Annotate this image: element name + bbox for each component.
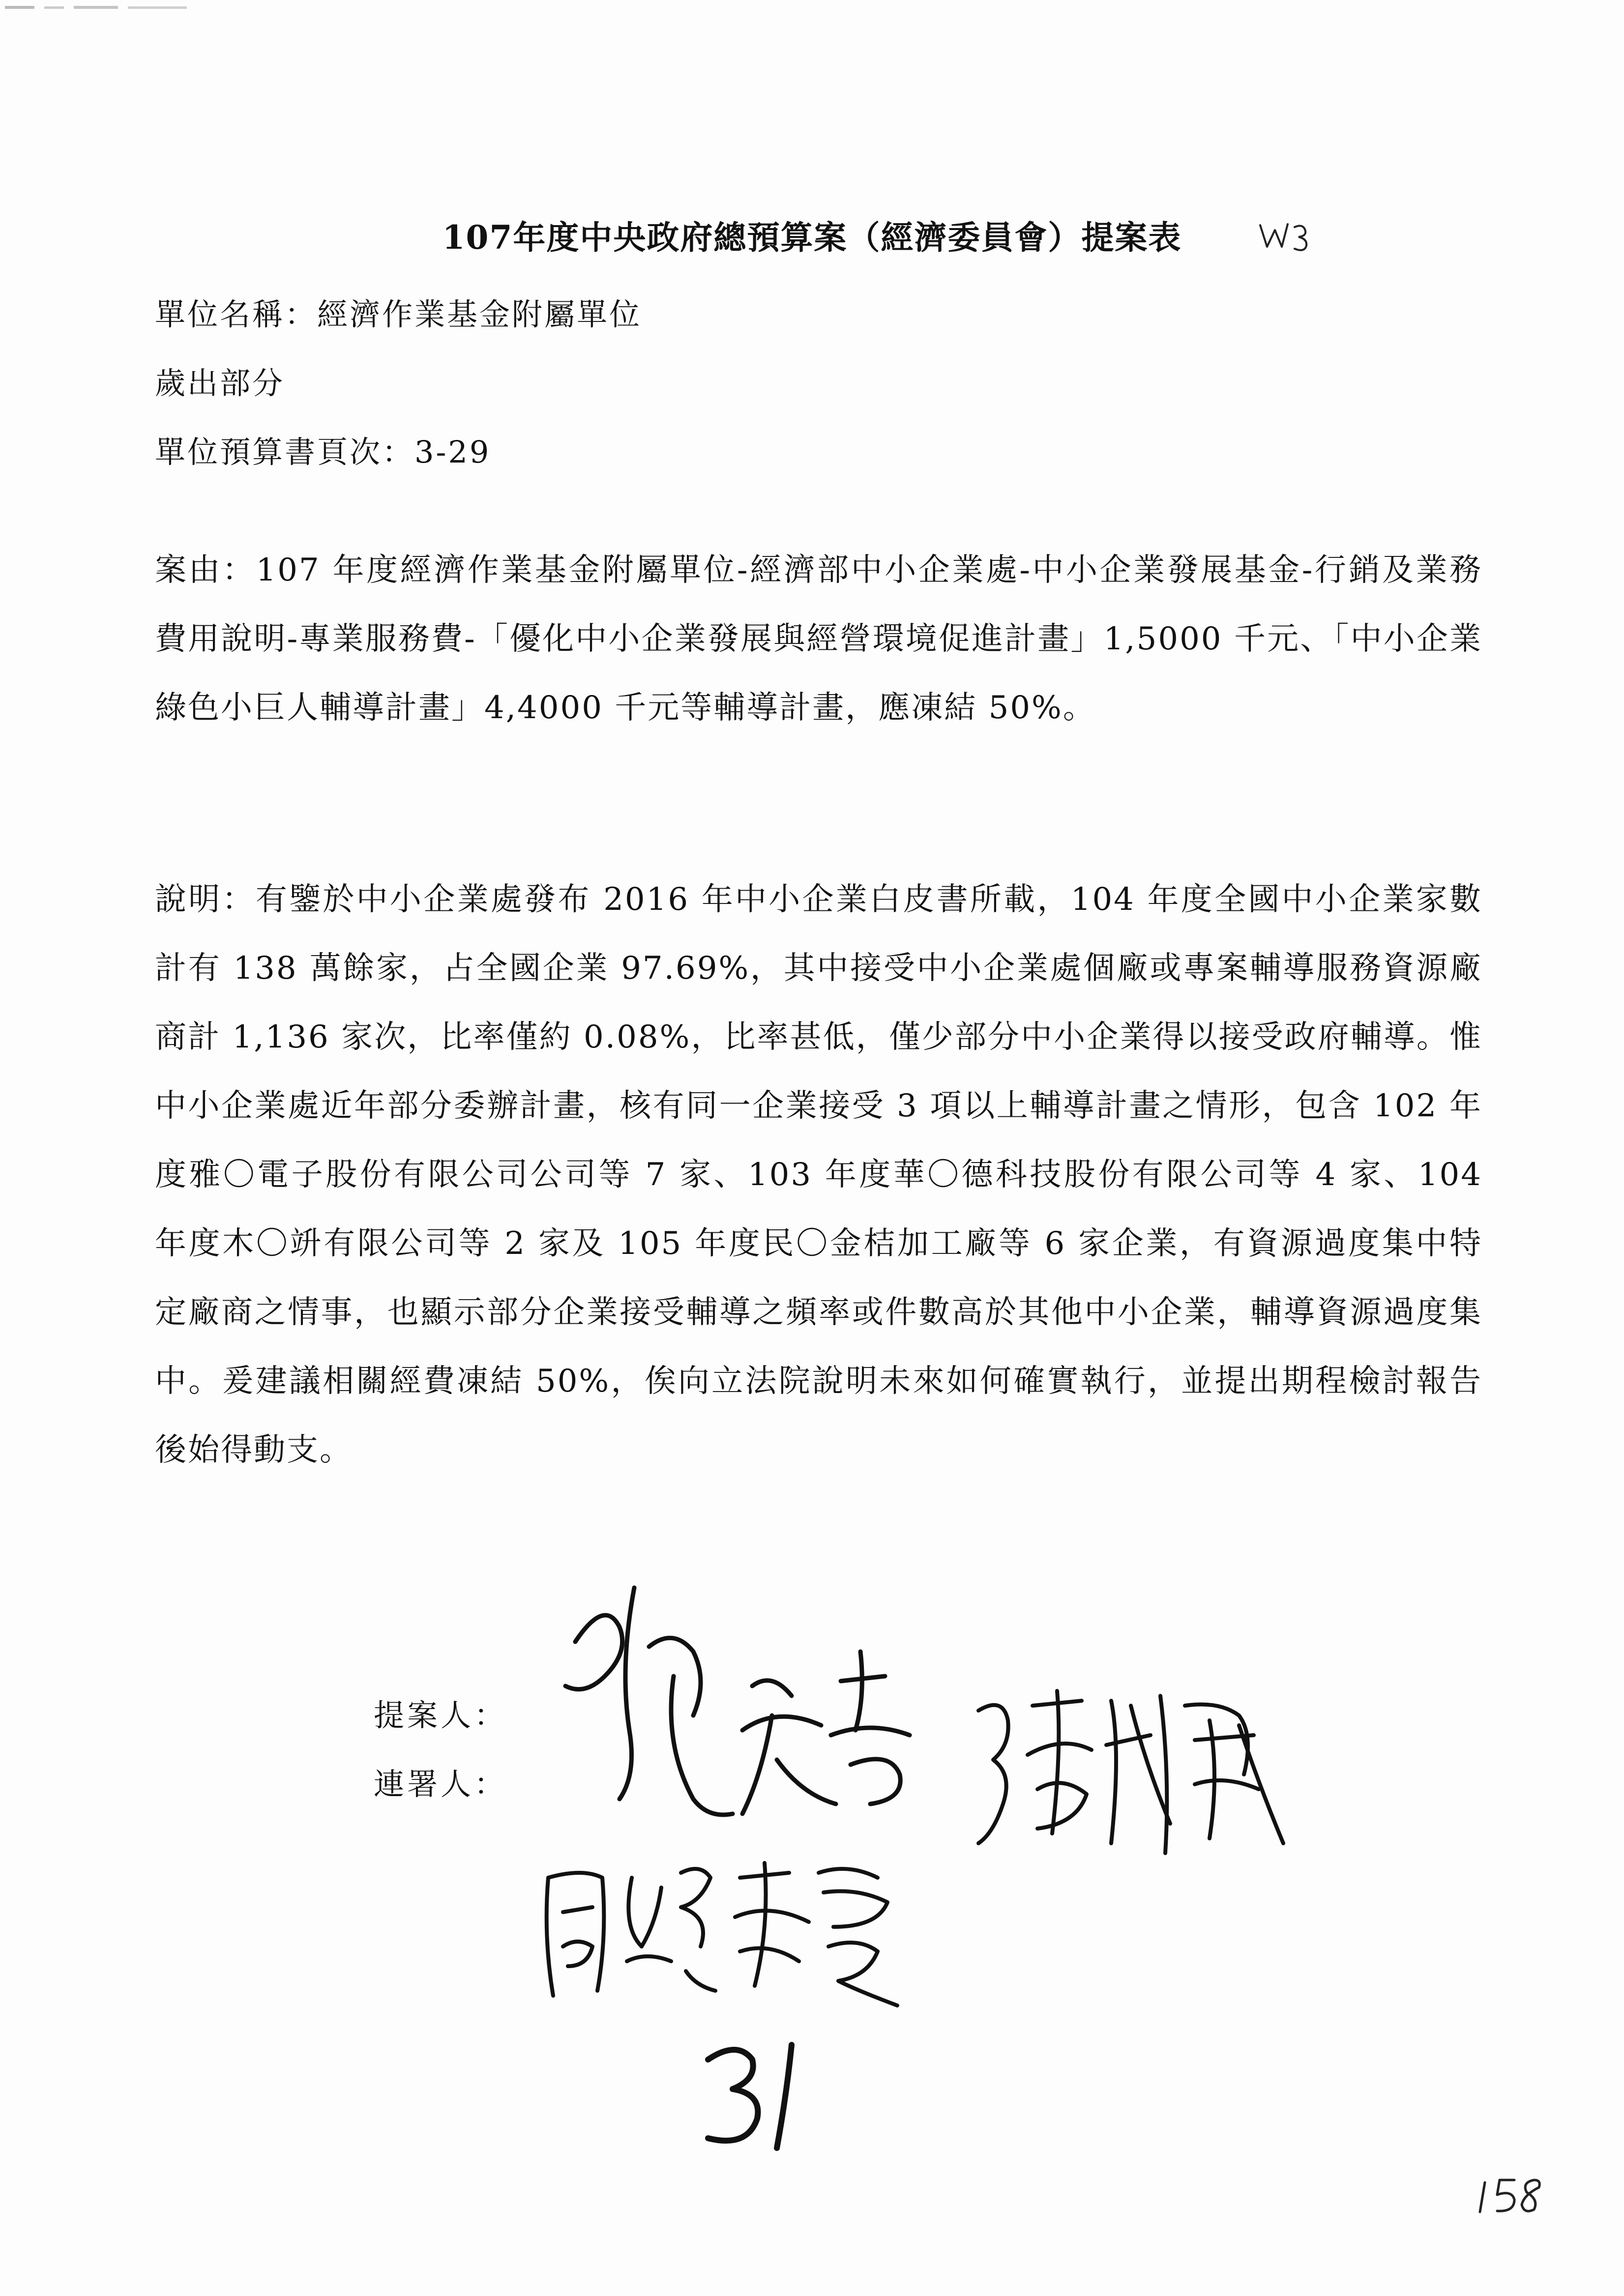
budget-section: 歲出部分	[155, 365, 285, 401]
cosigner-signature-2	[533, 1848, 912, 2015]
scan-artifact	[5, 4, 202, 11]
document-title: 107年度中央政府總預算案（經濟委員會）提案表	[442, 218, 1182, 257]
unit-name: 單位名稱：經濟作業基金附屬單位	[155, 296, 642, 332]
cosigner-signature-1	[964, 1676, 1298, 1863]
budget-page-reference: 單位預算書頁次：3-29	[155, 434, 491, 470]
handwritten-page-number	[1475, 2173, 1549, 2217]
proposal-reason: 案由：107 年度經濟作業基金附屬單位-經濟部中小企業處-中小企業發展基金-行銷及業務費用說明-專業服務費-「優化中小企業發展與經營環境促進計畫」1,5000 千元、「中小企業綠色小巨人輔導計畫」4,4000 千元等輔導計畫，應凍結 50%。	[155, 552, 1482, 726]
proposer-label: 提案人：	[374, 1697, 508, 1733]
proposal-explanation: 說明：有鑒於中小企業處發布 2016 年中小企業白皮書所載，104 年度全國中小企業家數計有 138 萬餘家，占全國企業 97.69%，其中接受中小企業處個廠或專案輔導服務資源廠商計 1,136 家次，比率僅約 0.08%，比率甚低，僅少部分中小企業得以接受政府輔導。惟中小企業處近年部分委辦計畫，核有同一企業接受 3 項以上輔導計畫之情形，包含 102 年度雅〇電子股份有限公司公司等 7 家、103 年度華〇德科技股份有限公司等 4 家、104 年度木〇竔有限公司等 2 家及 105 年度民〇金桔加工廠等 6 家企業，有資源過度集中特定廠商之情事，也顯示部分企業接受輔導之頻率或件數高於其他中小企業，輔導資源過度集中。爰建議相關經費凍結 50%，俟向立法院說明未來如何確實執行，並提出期程檢討報告後始得動支。	[155, 881, 1482, 1468]
cosigner-label: 連署人：	[374, 1766, 508, 1802]
proposer-signature	[546, 1568, 939, 1843]
handwritten-mark-w3	[1256, 216, 1315, 256]
handwritten-number-31	[698, 2035, 811, 2153]
